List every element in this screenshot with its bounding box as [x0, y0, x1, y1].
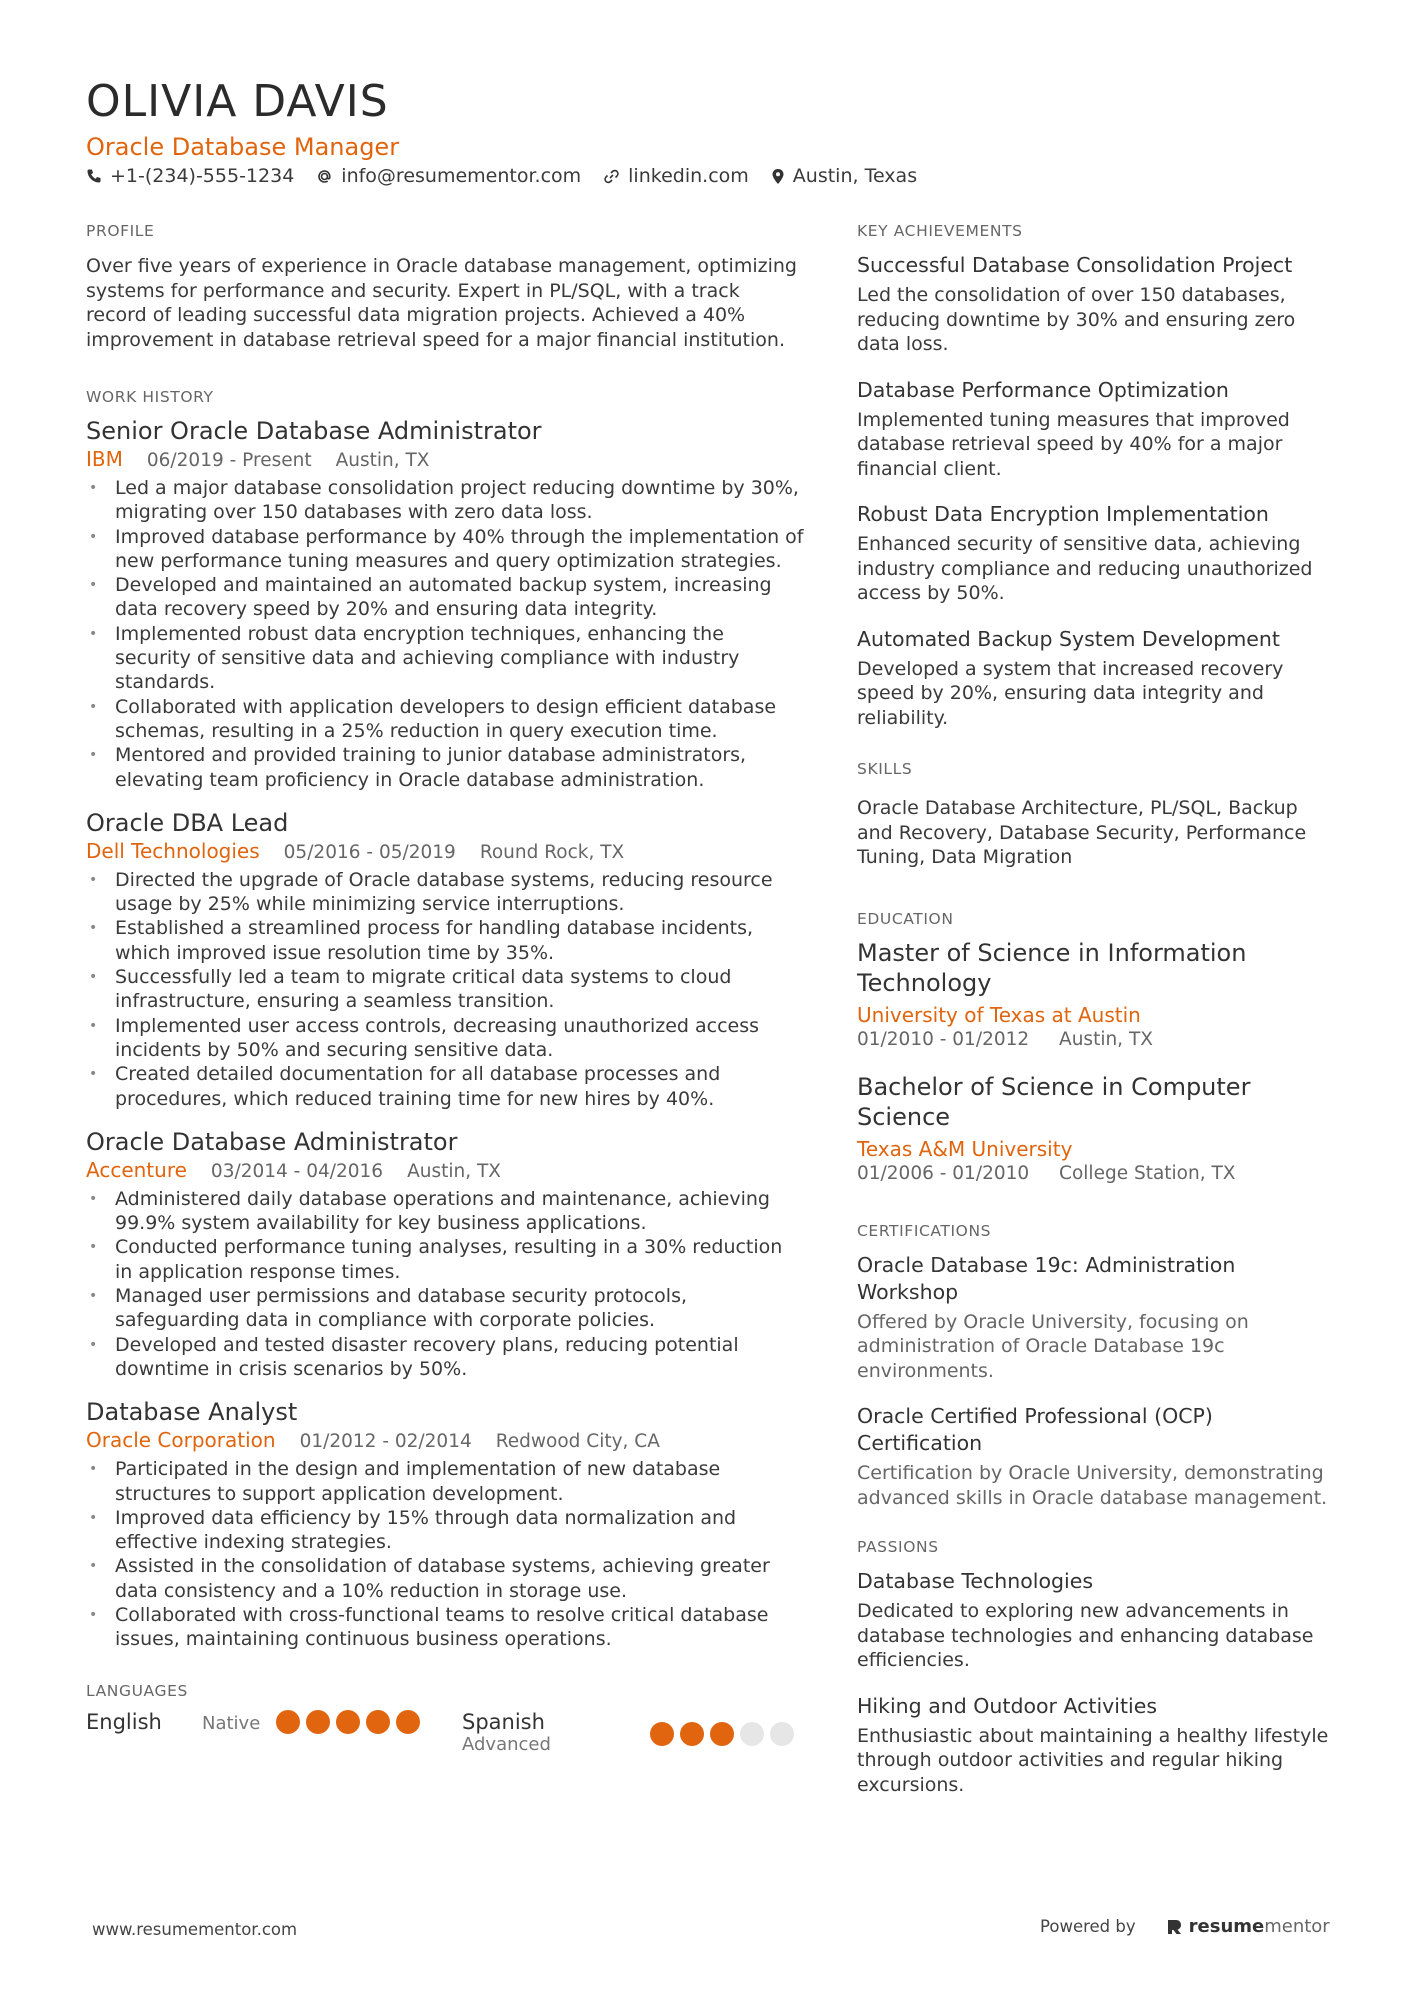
job-location: Austin, TX	[407, 1160, 501, 1182]
achievements-section	[857, 222, 1335, 730]
job-bullet: • Established a streamlined process for handling database incidents, which improved issue resolution time by 35%.	[86, 916, 804, 965]
skills-section	[857, 760, 1335, 870]
languages-heading: LANGUAGES	[86, 1681, 188, 1700]
language-item	[462, 1710, 804, 1762]
achievement-title: Robust Data Encryption Implementation	[857, 502, 1269, 526]
education-location: College Station, TX	[1059, 1162, 1236, 1184]
job-entry	[86, 1127, 804, 1381]
job-entry	[86, 416, 804, 792]
job-dates: 01/2012 - 02/2014	[299, 1431, 472, 1453]
certification-title: Oracle Certified Professional (OCP) Certification	[857, 1404, 1213, 1455]
language-item	[86, 1710, 462, 1762]
achievement-item	[857, 501, 1335, 606]
languages-row	[86, 1710, 804, 1762]
skills-text: Oracle Database Architecture, PL/SQL, Backup and Recovery, Database Security, Performance Tuning, Data Migration	[857, 797, 1307, 868]
rating-dot-filled	[336, 1710, 360, 1734]
job-meta	[86, 1158, 804, 1184]
job-bullet: • Implemented user access controls, decreasing unauthorized access incidents by 50% and securing sensitive data.	[86, 1014, 804, 1063]
candidate-name: OLIVIA DAVIS	[86, 76, 389, 127]
email-text: info@resumementor.com	[341, 165, 582, 187]
work-history-heading: WORK HISTORY	[86, 388, 214, 406]
languages-section	[86, 1682, 804, 1762]
education-item	[857, 1072, 1335, 1186]
education-school: Texas A&M University	[857, 1136, 1073, 1161]
at-icon	[316, 168, 333, 185]
job-bullet: • Created detailed documentation for all database processes and procedures, which reduced training time for new hires by 40%.	[86, 1062, 804, 1111]
job-title: Oracle DBA Lead	[86, 808, 289, 837]
rating-dot-empty	[770, 1722, 794, 1746]
job-bullet: • Improved data efficiency by 15% through data normalization and effective indexing strategies.	[86, 1506, 804, 1555]
job-meta	[86, 447, 804, 473]
education-school: University of Texas at Austin	[857, 1002, 1141, 1027]
right-column	[857, 222, 1335, 1817]
education-meta	[857, 1162, 1335, 1186]
education-meta	[857, 1028, 1335, 1052]
left-column	[86, 222, 804, 1762]
job-bullet: • Implemented robust data encryption techniques, enhancing the security of sensitive data and achieving compliance with industry standards.	[86, 622, 804, 695]
job-bullet: • Developed and tested disaster recovery plans, reducing potential downtime in crisis scenarios by 50%.	[86, 1333, 804, 1382]
certification-desc: Offered by Oracle University, focusing on administration of Oracle Database 19c environments.	[857, 1310, 1249, 1382]
achievement-title: Successful Database Consolidation Project	[857, 253, 1293, 277]
education-section	[857, 910, 1335, 1186]
linkedin-text: linkedin.com	[628, 165, 749, 187]
phone-text: +1-(234)-555-1234	[110, 165, 295, 187]
achievement-item	[857, 252, 1335, 357]
job-bullet: • Administered daily database operations and maintenance, achieving 99.9% system availability for key business applications.	[86, 1187, 804, 1236]
achievement-title: Automated Backup System Development	[857, 626, 1280, 651]
passion-title: Hiking and Outdoor Activities	[857, 1693, 1158, 1718]
job-bullet: • Conducted performance tuning analyses, resulting in a 30% reduction in application response times.	[86, 1235, 804, 1284]
rating-dot-filled	[680, 1722, 704, 1746]
job-bullet: • Developed and maintained an automated backup system, increasing data recovery speed by 20% and ensuring data integrity.	[86, 573, 804, 622]
job-entry	[86, 1397, 804, 1651]
language-rating	[650, 1722, 800, 1746]
job-bullet: • Collaborated with cross-functional teams to resolve critical database issues, maintaining continuous business operations.	[86, 1603, 804, 1652]
job-company: Accenture	[86, 1157, 187, 1182]
profile-text: Over five years of experience in Oracle database management, optimizing systems for performance and security. Expert in PL/SQL, with a track record of leading successful data migration projects. Achieved a 40% improvement in database retrieval speed for a major financial institution.	[86, 255, 797, 351]
passion-desc: Dedicated to exploring new advancements in database technologies and enhancing database efficiencies.	[857, 1600, 1314, 1671]
contact-location	[771, 165, 917, 187]
achievement-title: Database Performance Optimization	[857, 377, 1229, 402]
job-bullet: • Improved database performance by 40% through the implementation of new performance tuning measures and query optimization strategies.	[86, 525, 804, 574]
skills-heading: SKILLS	[857, 760, 913, 778]
rating-dot-filled	[306, 1710, 330, 1734]
brand-name-rest: mentor	[1264, 1916, 1330, 1937]
job-bullets	[86, 1457, 804, 1651]
rating-dot-filled	[366, 1710, 390, 1734]
job-company: Dell Technologies	[86, 838, 260, 863]
job-company: IBM	[86, 447, 123, 471]
passion-item	[857, 1693, 1335, 1798]
passion-item	[857, 1568, 1335, 1673]
certification-title: Oracle Database 19c: Administration Workshop	[857, 1252, 1236, 1304]
resumementor-logo-icon	[1166, 1918, 1184, 1936]
job-location: Redwood City, CA	[495, 1431, 660, 1453]
phone-icon	[86, 168, 102, 184]
certifications-section	[857, 1222, 1335, 1511]
language-name: English	[86, 1709, 162, 1734]
job-meta	[86, 1428, 804, 1454]
candidate-title: Oracle Database Manager	[86, 133, 400, 161]
certification-item	[857, 1252, 1335, 1384]
job-location: Round Rock, TX	[479, 841, 625, 863]
passion-desc: Enthusiastic about maintaining a healthy lifestyle through outdoor activities and regular hiking excursions.	[857, 1724, 1329, 1796]
brand-name-bold: resume	[1188, 1916, 1265, 1937]
job-company: Oracle Corporation	[86, 1428, 276, 1453]
contact-linkedin[interactable]	[603, 165, 749, 187]
passions-section	[857, 1538, 1335, 1797]
footer-website[interactable]: www.resumementor.com	[92, 1920, 298, 1939]
language-name: Spanish	[462, 1709, 545, 1734]
location-text: Austin, Texas	[792, 165, 918, 187]
job-title: Senior Oracle Database Administrator	[86, 417, 542, 445]
job-bullet: • Led a major database consolidation project reducing downtime by 30%, migrating over 150 databases with zero data loss.	[86, 476, 804, 525]
job-dates: 05/2016 - 05/2019	[283, 841, 456, 863]
job-dates: 03/2014 - 04/2016	[210, 1160, 384, 1182]
job-bullet: • Collaborated with application developers to design efficient database schemas, resulting in a 25% reduction in query execution time.	[86, 695, 804, 744]
achievement-item	[857, 377, 1335, 482]
job-bullets	[86, 868, 804, 1111]
education-location: Austin, TX	[1059, 1028, 1153, 1050]
profile-section	[86, 222, 804, 352]
achievement-item	[857, 626, 1335, 731]
education-heading: EDUCATION	[857, 909, 954, 928]
footer-powered-by	[1040, 1916, 1330, 1937]
work-history-section	[86, 388, 804, 1652]
achievements-heading: KEY ACHIEVEMENTS	[857, 222, 1023, 240]
job-title: Database Analyst	[86, 1398, 298, 1427]
rating-dot-filled	[710, 1722, 734, 1746]
job-title: Oracle Database Administrator	[86, 1127, 458, 1156]
job-bullet: • Mentored and provided training to junior database administrators, elevating team proficiency in Oracle database administration.	[86, 743, 804, 792]
education-degree: Bachelor of Science in Computer Science	[857, 1072, 1251, 1131]
education-degree: Master of Science in Information Technology	[857, 938, 1247, 997]
job-bullets	[86, 476, 804, 792]
job-meta	[86, 839, 804, 865]
powered-by-label: Powered by	[1040, 1917, 1136, 1936]
achievement-desc: Enhanced security of sensitive data, achieving industry compliance and reducing unauthorized access by 50%.	[857, 533, 1313, 604]
rating-dot-filled	[396, 1710, 420, 1734]
job-bullet: • Assisted in the consolidation of database systems, achieving greater data consistency and a 10% reduction in storage use.	[86, 1554, 804, 1603]
job-bullet: • Managed user permissions and database security protocols, safeguarding data in compliance with corporate policies.	[86, 1284, 804, 1333]
education-dates: 01/2010 - 01/2012	[857, 1028, 1030, 1050]
language-rating	[276, 1710, 426, 1734]
contact-bar	[86, 165, 939, 187]
rating-dot-filled	[650, 1722, 674, 1746]
contact-email[interactable]	[316, 165, 581, 187]
achievement-desc: Led the consolidation of over 150 databases, reducing downtime by 30% and ensuring zero data loss.	[857, 284, 1296, 355]
language-level: Advanced	[462, 1733, 551, 1755]
job-entry	[86, 808, 804, 1111]
brand-logo[interactable]	[1166, 1916, 1330, 1937]
job-bullet: • Participated in the design and implementation of new database structures to support application development.	[86, 1457, 804, 1506]
job-bullet: • Directed the upgrade of Oracle database systems, reducing resource usage by 25% while minimizing service interruptions.	[86, 868, 804, 917]
passions-heading: PASSIONS	[857, 1538, 939, 1556]
job-bullets	[86, 1187, 804, 1381]
job-bullet: • Successfully led a team to migrate critical data systems to cloud infrastructure, ensuring a seamless transition.	[86, 965, 804, 1014]
certification-desc: Certification by Oracle University, demonstrating advanced skills in Oracle database management.	[857, 1462, 1328, 1509]
profile-heading: PROFILE	[86, 222, 155, 240]
link-icon	[603, 168, 620, 185]
achievement-desc: Implemented tuning measures that improved database retrieval speed by 40% for a major financial client.	[857, 408, 1290, 480]
education-dates: 01/2006 - 01/2010	[857, 1162, 1030, 1184]
rating-dot-filled	[276, 1710, 300, 1734]
location-pin-icon	[771, 168, 785, 185]
contact-phone	[86, 165, 294, 187]
education-item	[857, 938, 1335, 1052]
job-location: Austin, TX	[335, 450, 430, 471]
certifications-heading: CERTIFICATIONS	[857, 1221, 992, 1240]
passion-title: Database Technologies	[857, 1569, 1094, 1593]
achievement-desc: Developed a system that increased recovery speed by 20%, ensuring data integrity and reliability.	[857, 657, 1284, 729]
language-level: Native	[202, 1712, 261, 1734]
certification-item	[857, 1403, 1335, 1510]
rating-dot-empty	[740, 1722, 764, 1746]
job-dates: 06/2019 - Present	[146, 450, 312, 471]
